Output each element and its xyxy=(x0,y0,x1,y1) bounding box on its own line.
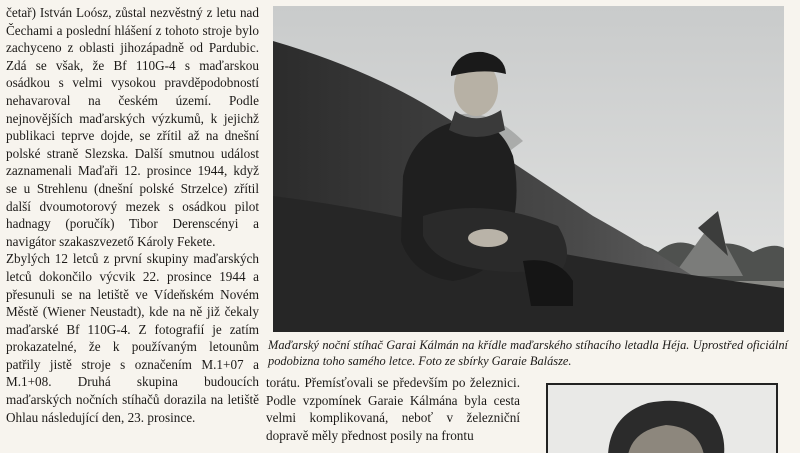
photo-caption: Maďarský noční stíhač Garai Kálmán na křídle maďarského stíhacího letadla Héja. Uprostřed oficiální podobizna toho samého letce. Foto ze sbírky Garaie Balásze. xyxy=(268,338,788,368)
portrait-illustration xyxy=(548,385,776,453)
official-portrait-photo xyxy=(546,383,778,453)
right-paragraph-1: torátu. Přemísťovali se především po železnici. Podle vzpomínek Garaie Kálmána byla cesta velmi komplikovaná, neboť v železniční dopravě měly přednost posily na frontu xyxy=(266,375,520,443)
left-paragraph-2: Zbylých 12 letců z první skupiny maďarských letců dokončilo výcvik 22. prosince 1944 a přesunuli se na letiště ve Vídeňském Novém Městě (Wiener Neustadt), kde na ně již čekaly maďarské Bf 110G-4. Z fotografií je zatím prokazatelné, že k používaným letounům patřily jistě stroje s označením M.1+07 a M.1+08. Druhá skupina budoucích maďarských nočních stíhačů dorazila na letiště Ohlau následující den, 23. prosince. xyxy=(6,251,259,425)
right-text-column xyxy=(266,374,520,444)
pilot-on-wing-photo xyxy=(273,6,784,332)
left-paragraph-1: četař) István Loósz, zůstal nezvěstný z letu nad Čechami a poslední hlášení z tohoto stroje bylo zachyceno z oblasti jihozápadně od Pardubic. Zdá se však, že Bf 110G-4 s maďarskou osádkou s velmi vysokou pravděpodobností nehavaroval na českém území. Podle nejnovějších maďarských výzkumů, k jejichž publikaci teprve dojde, se zřítil až na dnešní polské straně Slezska. Další smutnou událost zaznamenali Maďaři 12. prosince 1944, když se u Strehlenu (dnešní polské Strzelce) zřítil další dvoumotorový mezek s osádkou pilot hadnagy (poručík) Tibor Derenscényi a navigátor szakaszvezető Károly Fekete. xyxy=(6,5,259,249)
left-text-column xyxy=(6,4,259,426)
pilot-on-wing-illustration xyxy=(273,6,784,332)
